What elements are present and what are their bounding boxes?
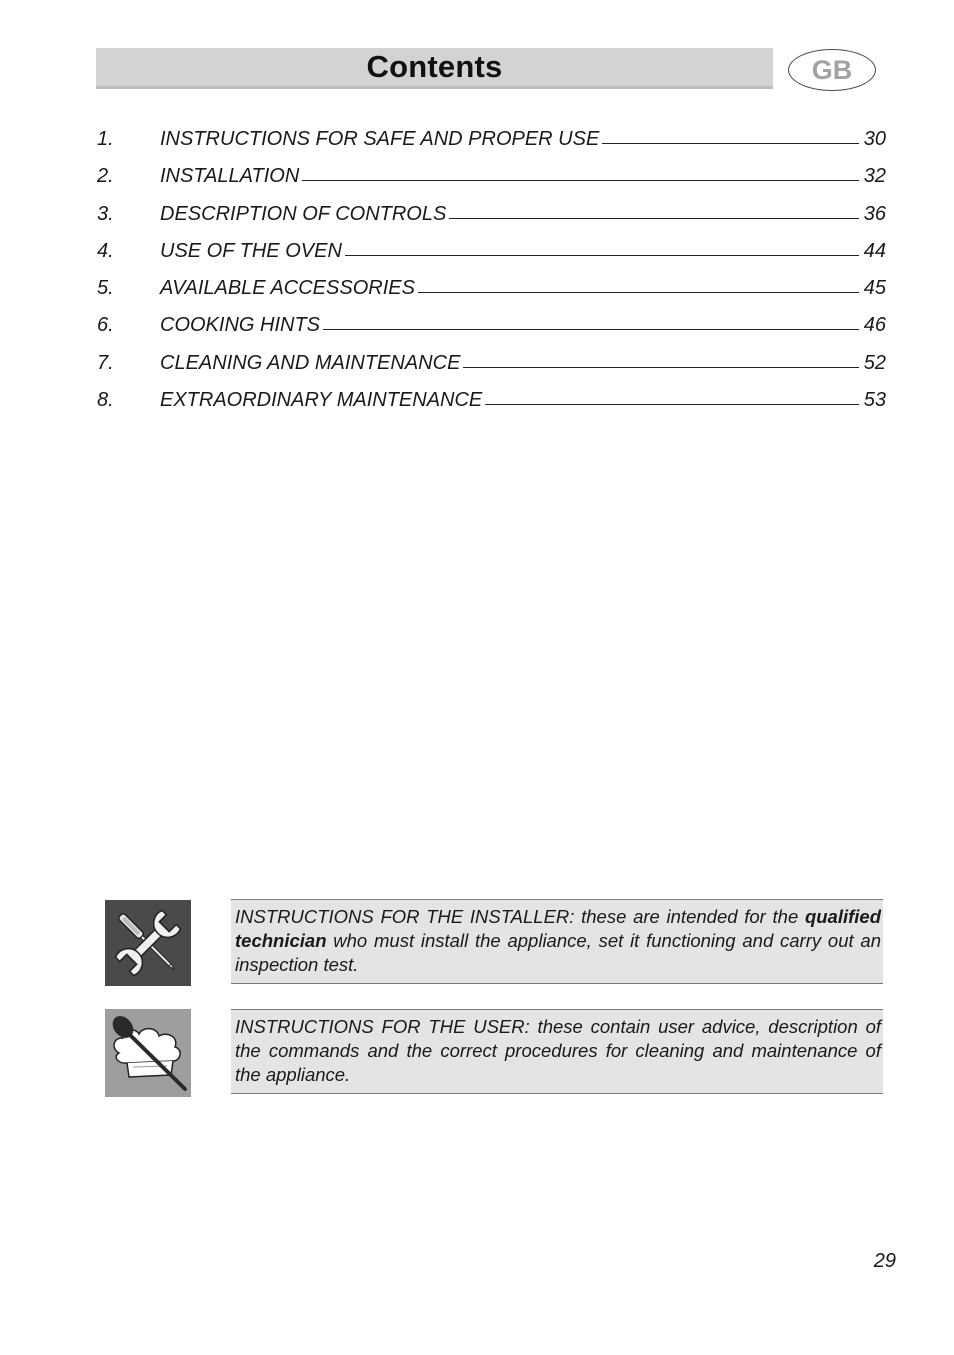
installer-note: [105, 899, 885, 987]
toc-title: CLEANING AND MAINTENANCE: [160, 351, 461, 374]
toc-entry[interactable]: [97, 240, 886, 277]
toc-page: 36: [863, 202, 886, 225]
page-number: 29: [873, 1250, 896, 1272]
toc-number: 6.: [97, 314, 114, 337]
installer-note-intro: INSTRUCTIONS FOR THE INSTALLER: these are intended for the: [235, 906, 805, 927]
toc-number: 1.: [97, 128, 114, 150]
toc-page: 30: [863, 128, 886, 150]
toc-number: 5.: [97, 277, 114, 300]
table-of-contents: [97, 128, 886, 426]
toc-title: INSTALLATION: [160, 165, 300, 188]
toc-page: 45: [863, 277, 886, 300]
toc-page: 44: [863, 239, 886, 262]
toc-leader: [323, 329, 859, 330]
toc-title: AVAILABLE ACCESSORIES: [160, 277, 415, 300]
language-badge: GB: [788, 49, 876, 91]
toc-number: 3.: [97, 202, 114, 225]
toc-number: 8.: [97, 389, 114, 412]
toc-title: DESCRIPTION OF CONTROLS: [160, 202, 447, 225]
page-title: Contents: [366, 49, 503, 84]
toc-leader: [463, 367, 858, 368]
user-note: [105, 1009, 885, 1099]
toc-leader: [449, 218, 858, 219]
toc-leader: [485, 404, 858, 405]
toc-title: INSTRUCTIONS FOR SAFE AND PROPER USE: [160, 128, 600, 150]
title-bar: [96, 48, 773, 89]
toc-page: 32: [863, 165, 886, 188]
toc-entry[interactable]: [97, 165, 886, 202]
toc-number: 4.: [97, 239, 114, 262]
toc-entry[interactable]: [97, 277, 886, 314]
toc-leader: [418, 292, 859, 293]
toc-page: 52: [863, 351, 886, 374]
toc-page: 53: [863, 389, 886, 412]
toc-number: 2.: [97, 165, 114, 188]
user-note-text: INSTRUCTIONS FOR THE USER: these contain user advice, description of the commands and the correct procedures for cleaning and maintenance of the appliance.: [231, 1009, 883, 1094]
toc-entry[interactable]: [97, 389, 886, 426]
toc-number: 7.: [97, 351, 114, 374]
toc-leader: [602, 143, 858, 144]
installer-note-emphasis: qualified technician: [235, 906, 881, 951]
toc-entry[interactable]: [97, 352, 886, 389]
toc-leader: [302, 180, 858, 181]
toc-entry[interactable]: [97, 128, 886, 165]
toc-title: EXTRAORDINARY MAINTENANCE: [160, 389, 483, 412]
toc-title: USE OF THE OVEN: [160, 239, 342, 262]
toc-entry[interactable]: [97, 203, 886, 240]
installer-note-rest: who must install the appliance, set it functioning and carry out an inspection test.: [235, 930, 881, 975]
toc-title: COOKING HINTS: [160, 314, 321, 337]
toc-page: 46: [863, 314, 886, 337]
toc-entry[interactable]: [97, 314, 886, 351]
chef-spoon-icon: [105, 1009, 191, 1097]
installer-note-text: [231, 899, 883, 984]
tools-icon: [105, 900, 191, 986]
toc-leader: [345, 255, 859, 256]
